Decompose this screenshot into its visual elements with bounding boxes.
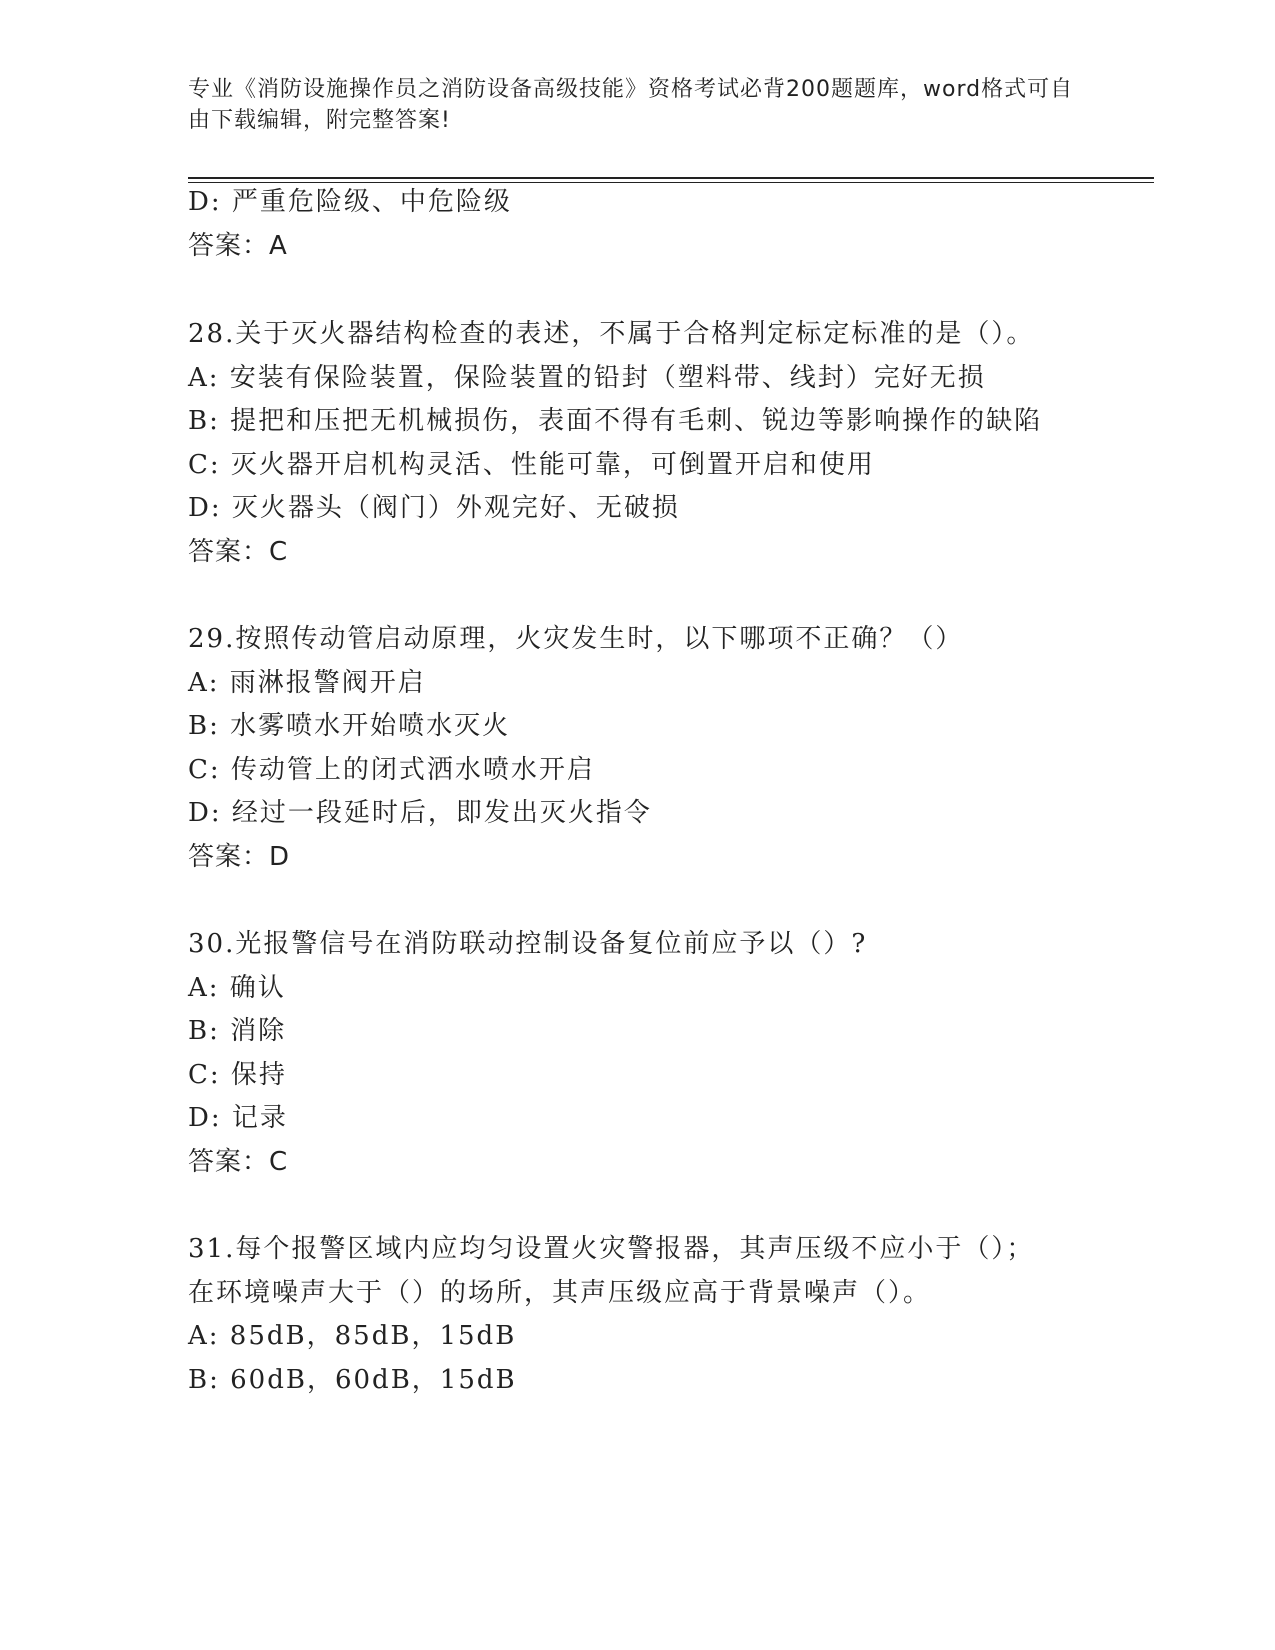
question-30-stem: 30.光报警信号在消防联动控制设备复位前应予以（）? (188, 929, 868, 959)
question-30-option-a: A: 确认 (188, 973, 286, 1003)
document-header: 专业《消防设施操作员之消防设备高级技能》资格考试必背200题题库，word格式可自由下载编辑，附完整答案! (188, 77, 1074, 133)
question-28-option-d: D: 灭火器头（阀门）外观完好、无破损 (188, 493, 680, 523)
question-28-option-b: B: 提把和压把无机械损伤，表面不得有毛刺、锐边等影响操作的缺陷 (188, 406, 1043, 436)
question-30-option-c: C: 保持 (188, 1060, 287, 1090)
question-30-answer: 答案：C (188, 1147, 289, 1177)
question-28-option-c: C: 灭火器开启机构灵活、性能可靠，可倒置开启和使用 (188, 450, 875, 480)
question-28-answer: 答案：C (188, 537, 289, 567)
question-29-option-d: D: 经过一段延时后，即发出灭火指令 (188, 798, 652, 828)
question-29-stem: 29.按照传动管启动原理，火灾发生时，以下哪项不正确？（） (188, 624, 964, 654)
question-31-option-a: A: 85dB，85dB，15dB (188, 1321, 517, 1351)
header-divider-thin (188, 182, 1154, 183)
question-30-option-b: B: 消除 (188, 1016, 287, 1046)
question-28-stem: 28.关于灭火器结构检查的表述，不属于合格判定标定标准的是（）。 (188, 319, 1035, 349)
question-29-option-c: C: 传动管上的闭式洒水喷水开启 (188, 755, 595, 785)
header-divider-thick (188, 177, 1154, 179)
question-30-option-d: D: 记录 (188, 1103, 288, 1133)
prev-option-d: D: 严重危险级、中危险级 (188, 187, 512, 217)
question-28-option-a: A: 安装有保险装置，保险装置的铅封（塑料带、线封）完好无损 (188, 363, 986, 393)
question-29-option-b: B: 水雾喷水开始喷水灭火 (188, 711, 511, 741)
question-29-option-a: A: 雨淋报警阀开启 (188, 668, 426, 698)
question-29-answer: 答案：D (188, 842, 291, 872)
prev-answer: 答案：A (188, 231, 288, 261)
question-31-stem-line-1: 31.每个报警区域内应均匀设置火灾警报器，其声压级不应小于（）； (188, 1234, 1035, 1264)
question-31-stem-line-2: 在环境噪声大于（）的场所，其声压级应高于背景噪声（）。 (188, 1278, 932, 1308)
question-31-option-b: B: 60dB，60dB，15dB (188, 1365, 517, 1395)
